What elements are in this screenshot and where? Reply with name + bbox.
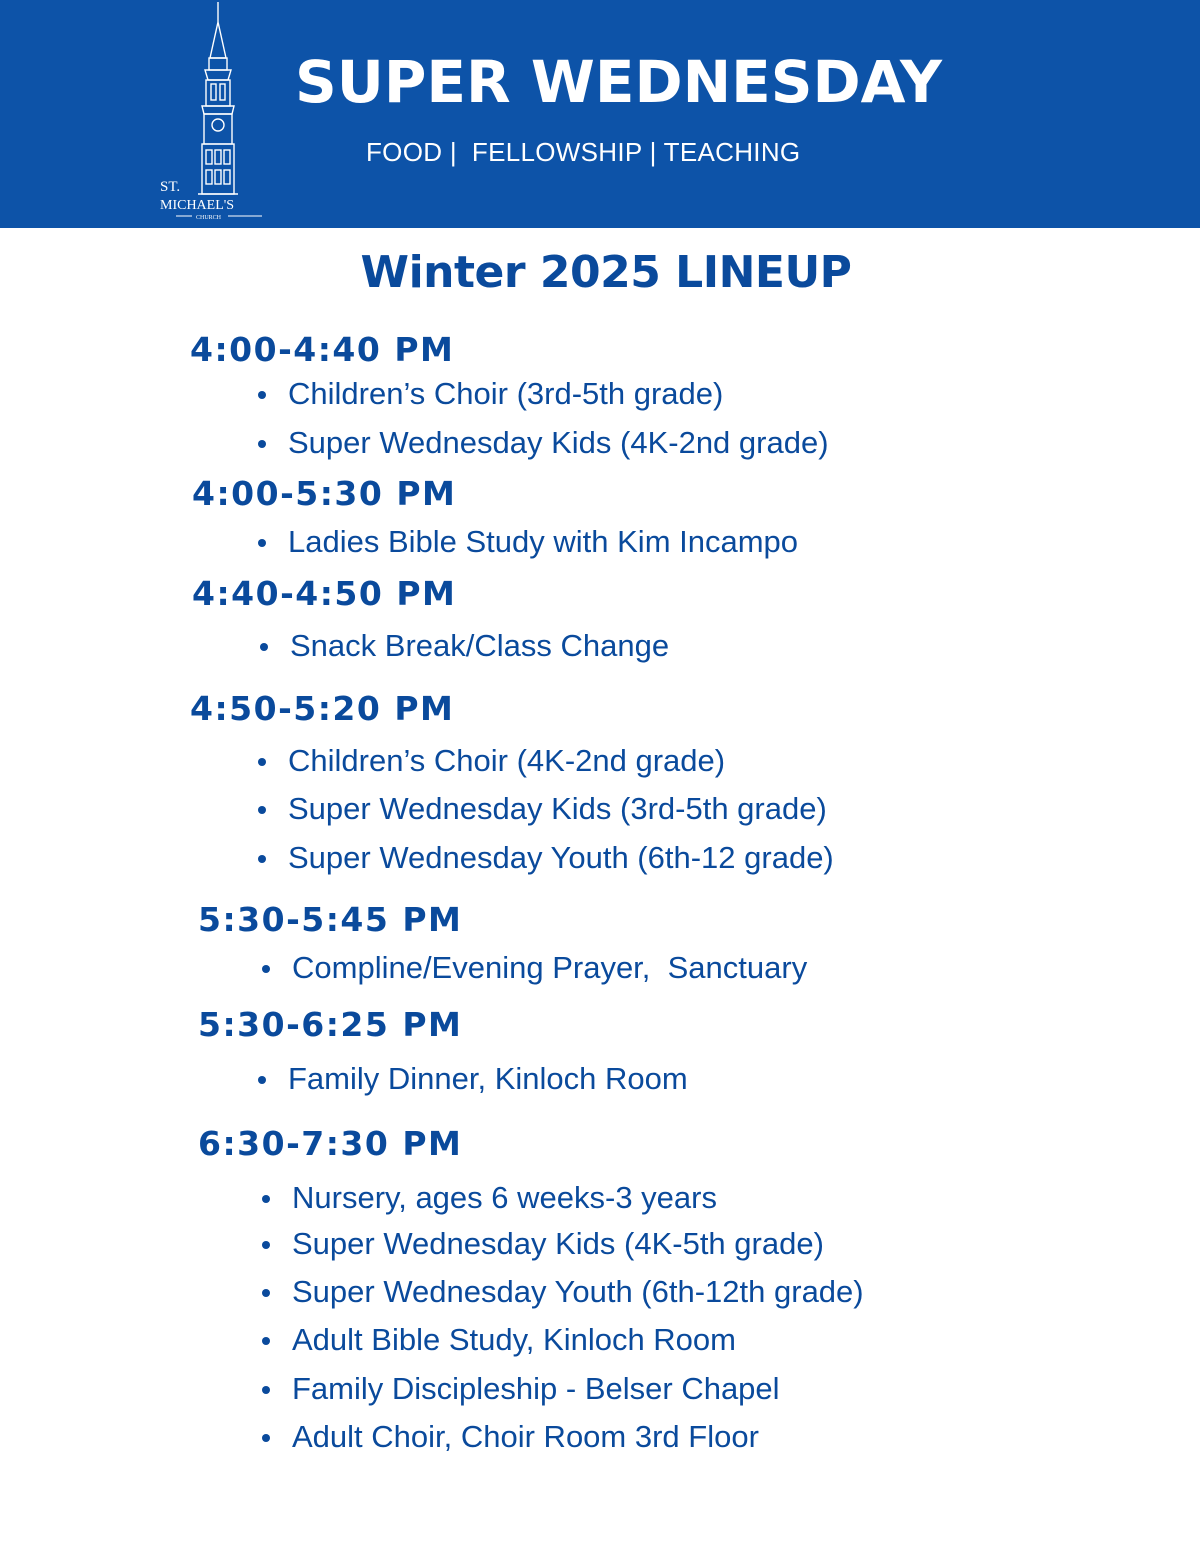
- header-banner: [0, 0, 1200, 228]
- schedule-item: Super Wednesday Kids (3rd-5th grade): [288, 791, 827, 826]
- page-title: SUPER WEDNESDAY: [295, 48, 943, 116]
- church-steeple-logo: [150, 0, 280, 228]
- schedule-item: Family Discipleship - Belser Chapel: [292, 1371, 780, 1406]
- bullet-icon: [262, 1434, 270, 1442]
- time-slot-heading: 4:00-4:40 PM: [190, 330, 455, 369]
- bullet-icon: [258, 391, 266, 399]
- bullet-icon: [262, 1386, 270, 1394]
- schedule-item: Nursery, ages 6 weeks-3 years: [292, 1180, 717, 1215]
- bullet-icon: [262, 1195, 270, 1203]
- bullet-icon: [262, 1241, 270, 1249]
- logo-text-michaels: MICHAEL'S: [160, 198, 235, 213]
- bullet-icon: [258, 539, 266, 547]
- schedule-item: Super Wednesday Kids (4K-5th grade): [292, 1226, 824, 1261]
- schedule-item: Super Wednesday Youth (6th-12th grade): [292, 1274, 864, 1309]
- page-subtitle: FOOD | FELLOWSHIP | TEACHING: [366, 137, 801, 167]
- bullet-icon: [258, 440, 266, 448]
- time-slot-heading: 4:00-5:30 PM: [192, 474, 457, 513]
- lineup-heading: Winter 2025 LINEUP: [360, 247, 852, 298]
- schedule-item: Adult Bible Study, Kinloch Room: [292, 1322, 736, 1357]
- schedule-item: Snack Break/Class Change: [290, 628, 670, 663]
- logo-text-st: ST.: [160, 179, 181, 195]
- schedule-item: Adult Choir, Choir Room 3rd Floor: [292, 1419, 759, 1454]
- bullet-icon: [258, 806, 266, 814]
- schedule-item: Family Dinner, Kinloch Room: [288, 1061, 688, 1096]
- time-slot-heading: 5:30-5:45 PM: [198, 900, 463, 939]
- bullet-icon: [258, 855, 266, 863]
- schedule-item: Children’s Choir (3rd-5th grade): [288, 376, 724, 411]
- bullet-icon: [262, 965, 270, 973]
- time-slot-heading: 4:40-4:50 PM: [192, 574, 457, 613]
- bullet-icon: [258, 758, 266, 766]
- time-slot-heading: 5:30-6:25 PM: [198, 1005, 463, 1044]
- time-slot-heading: 6:30-7:30 PM: [198, 1124, 463, 1163]
- schedule-item: Compline/Evening Prayer, Sanctuary: [292, 950, 808, 985]
- steeple-icon: [150, 0, 280, 228]
- bullet-icon: [260, 643, 268, 651]
- bullet-icon: [262, 1337, 270, 1345]
- time-slot-heading: 4:50-5:20 PM: [190, 689, 455, 728]
- bullet-icon: [258, 1076, 266, 1084]
- schedule-item: Super Wednesday Youth (6th-12 grade): [288, 840, 834, 875]
- logo-text-church: CHURCH: [196, 215, 222, 221]
- schedule-item: Ladies Bible Study with Kim Incampo: [288, 524, 799, 559]
- schedule-item: Children’s Choir (4K-2nd grade): [288, 743, 726, 778]
- schedule-item: Super Wednesday Kids (4K-2nd grade): [288, 425, 829, 460]
- bullet-icon: [262, 1289, 270, 1297]
